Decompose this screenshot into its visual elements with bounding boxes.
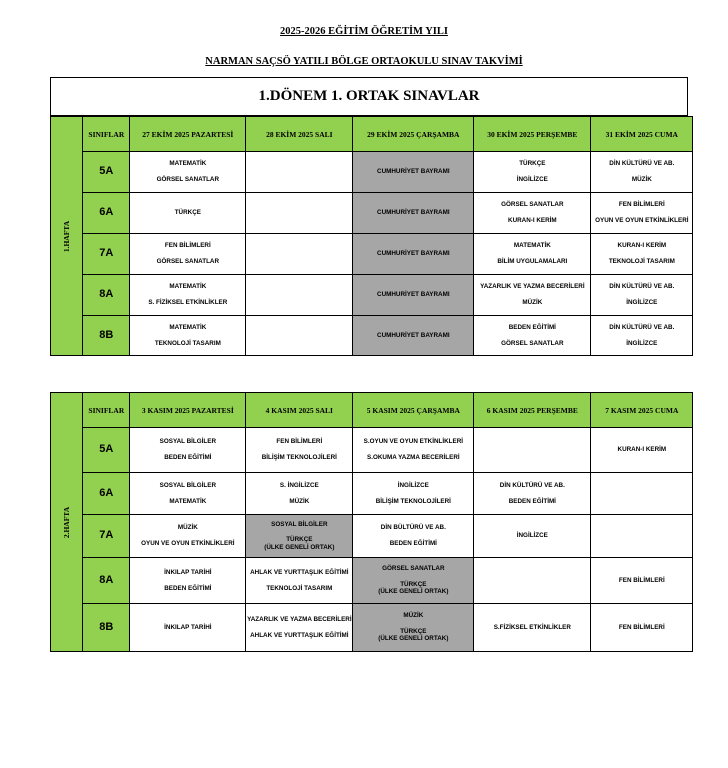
- exam-subject: GÖRSEL SANATLAR: [156, 176, 220, 183]
- table-row: [51, 234, 693, 275]
- exam-subject: MÜZİK: [289, 497, 310, 505]
- column-header-day: 6 KASIM 2025 PERŞEMBE: [474, 393, 591, 428]
- class-label: 8A: [83, 558, 130, 604]
- class-label: 8A: [83, 275, 130, 316]
- exam-cell: [474, 558, 591, 604]
- exam-subject: CUMHURİYET BAYRAMI: [377, 168, 450, 176]
- exam-subject: BEDEN EĞİTİMİ: [389, 540, 437, 547]
- exam-subject: TÜRKÇE: [400, 580, 427, 588]
- exam-cell: [591, 428, 693, 473]
- line-gap: [474, 490, 590, 498]
- exam-subject: GÖRSEL SANATLAR: [156, 258, 220, 265]
- exam-subject: İNGİLİZCE: [397, 481, 429, 489]
- exam-subject: MÜZİK: [631, 176, 652, 183]
- exam-subject: CUMHURİYET BAYRAMI: [377, 291, 450, 299]
- exam-subject: BİLİŞİM TEKNOLOJİLERİ: [261, 454, 337, 461]
- exam-cell: [130, 604, 246, 652]
- exam-period-banner: 1.DÖNEM 1. ORTAK SINAVLAR: [50, 77, 688, 116]
- exam-subject: FEN BİLİMLERİ: [618, 623, 665, 631]
- exam-cell: [130, 193, 246, 234]
- exam-subject: TÜRKÇE: [519, 160, 546, 168]
- exam-subject: BİLİŞİM TEKNOLOJİLERİ: [375, 497, 451, 505]
- class-label: 8B: [83, 316, 130, 356]
- exam-subject: SOSYAL BİLGİLER: [271, 520, 328, 528]
- exam-subject: MATEMATİK: [169, 283, 207, 291]
- line-gap: [474, 332, 590, 340]
- exam-subject: GÖRSEL SANATLAR: [501, 201, 564, 209]
- exam-subject: AHLAK VE YURTTAŞLIK EĞİTİMİ: [250, 631, 349, 639]
- week-label: [51, 393, 83, 652]
- exam-cell: [591, 558, 693, 604]
- exam-subject: OYUN VE OYUN ETKİNLİKLERİ: [141, 540, 235, 547]
- exam-subject: S.FİZİKSEL ETKİNLİKLER: [493, 623, 571, 631]
- header-row: [51, 393, 693, 428]
- line-gap: [246, 577, 352, 585]
- exam-cell: [130, 234, 246, 275]
- exam-subject: OYUN VE OYUN ETKİNLİKLERİ: [595, 217, 689, 224]
- exam-subject: MATEMATİK: [169, 160, 207, 168]
- exam-subject: MATEMATİK: [169, 497, 207, 505]
- exam-subject: BEDEN EĞİTİMİ: [508, 323, 556, 331]
- exam-subject: (ÜLKE GENELİ ORTAK): [378, 635, 449, 643]
- exam-cell: [246, 473, 353, 515]
- exam-subject: DİN KÜLTÜRÜ VE AB.: [499, 481, 565, 489]
- line-gap: [353, 446, 473, 454]
- exam-cell: [591, 152, 693, 193]
- exam-subject: TÜRKÇE: [174, 209, 201, 217]
- exam-cell: [353, 515, 474, 558]
- table-row: [51, 515, 693, 558]
- exam-subject: DİN KÜLTÜRÜ VE AB.: [609, 323, 675, 331]
- week1-schedule-table: [50, 116, 693, 356]
- exam-subject: KURAN-I KERİM: [617, 446, 667, 454]
- column-header-day: 5 KASIM 2025 ÇARŞAMBA: [353, 393, 474, 428]
- line-gap: [591, 250, 692, 258]
- exam-cell: [474, 234, 591, 275]
- line-gap: [246, 490, 352, 498]
- class-label: 5A: [83, 428, 130, 473]
- table-row: [51, 275, 693, 316]
- table-row: [51, 193, 693, 234]
- exam-cell: [474, 515, 591, 558]
- exam-cell: [474, 316, 591, 356]
- school-schedule-title: NARMAN SAÇSÖ YATILI BÖLGE ORTAOKULU SINAV TAKVİMİ: [205, 56, 523, 67]
- line-gap: [130, 250, 245, 258]
- class-label: 7A: [83, 234, 130, 275]
- exam-cell: [353, 316, 474, 356]
- line-gap: [246, 624, 352, 632]
- line-gap: [130, 332, 245, 340]
- exam-subject: (ÜLKE GENELİ ORTAK): [264, 543, 335, 551]
- exam-cell: [591, 316, 693, 356]
- line-gap: [353, 573, 473, 581]
- line-gap: [130, 168, 245, 176]
- exam-cell: [353, 193, 474, 234]
- column-header-day: 28 EKİM 2025 SALI: [246, 117, 353, 152]
- exam-cell: [591, 473, 693, 515]
- exam-subject: (ÜLKE GENELİ ORTAK): [378, 588, 449, 596]
- exam-subject: MÜZİK: [177, 524, 198, 532]
- exam-subject: CUMHURİYET BAYRAMI: [377, 209, 450, 217]
- exam-cell: [474, 473, 591, 515]
- exam-subject: CUMHURİYET BAYRAMI: [377, 331, 450, 339]
- line-gap: [474, 250, 590, 258]
- line-gap: [474, 209, 590, 217]
- exam-subject: DİN BÜLTÜRÜ VE AB.: [380, 524, 446, 532]
- exam-cell: [591, 275, 693, 316]
- exam-cell: [246, 234, 353, 275]
- column-header-day: 4 KASIM 2025 SALI: [246, 393, 353, 428]
- table-row: [51, 473, 693, 515]
- class-label: 6A: [83, 473, 130, 515]
- column-header-day: 30 EKİM 2025 PERŞEMBE: [474, 117, 591, 152]
- column-header-day: 29 EKİM 2025 ÇARŞAMBA: [353, 117, 474, 152]
- exam-subject: TEKNOLOJİ TASARIM: [154, 339, 221, 347]
- exam-cell: [474, 152, 591, 193]
- exam-subject: TEKNOLOJİ TASARIM: [266, 584, 333, 592]
- exam-subject: MATEMATİK: [169, 323, 207, 331]
- exam-cell: [474, 428, 591, 473]
- exam-cell: [353, 473, 474, 515]
- table-row: [51, 152, 693, 193]
- exam-subject: İNGİLİZCE: [626, 299, 658, 306]
- exam-subject: TÜRKÇE: [400, 627, 427, 635]
- class-label: 5A: [83, 152, 130, 193]
- class-label: 8B: [83, 604, 130, 652]
- exam-cell: [246, 428, 353, 473]
- exam-subject: MÜZİK: [403, 612, 424, 620]
- exam-cell: [246, 152, 353, 193]
- line-gap: [353, 532, 473, 540]
- exam-cell: [591, 515, 693, 558]
- exam-subject: YAZARLIK VE YAZMA BECERİLERİ: [247, 615, 352, 623]
- exam-subject: SOSYAL BİLGİLER: [159, 481, 216, 489]
- exam-subject: YAZARLIK VE YAZMA BECERİLERİ: [480, 283, 585, 291]
- week-label-text: 1.HAFTA: [62, 220, 72, 252]
- exam-subject: BEDEN EĞİTİMİ: [164, 454, 212, 461]
- exam-cell: [591, 604, 693, 652]
- exam-subject: BİLİM UYGULAMALARI: [497, 258, 568, 265]
- exam-subject: MATEMATİK: [513, 242, 551, 250]
- exam-subject: SOSYAL BİLGİLER: [159, 438, 216, 446]
- table-row: [51, 428, 693, 473]
- column-header-classes: SINIFLAR: [83, 393, 130, 428]
- exam-cell: [353, 558, 474, 604]
- exam-subject: GÖRSEL SANATLAR: [501, 339, 564, 347]
- line-gap: [353, 620, 473, 628]
- line-gap: [474, 291, 590, 299]
- exam-subject: CUMHURİYET BAYRAMI: [377, 250, 450, 258]
- exam-subject: S.OKUMA YAZMA BECERİLERİ: [367, 454, 460, 461]
- week-label-text: 2.HAFTA: [62, 506, 72, 538]
- exam-cell: [130, 473, 246, 515]
- column-header-day: 3 KASIM 2025 PAZARTESİ: [130, 393, 246, 428]
- exam-subject: TÜRKÇE: [286, 536, 313, 544]
- exam-cell: [591, 234, 693, 275]
- exam-subject: S. FİZİKSEL ETKİNLİKLER: [148, 299, 228, 306]
- header-row: [51, 117, 693, 152]
- exam-subject: FEN BİLİMLERİ: [276, 438, 323, 446]
- exam-subject: AHLAK VE YURTTAŞLIK EĞİTİMİ: [250, 568, 349, 576]
- line-gap: [130, 446, 245, 454]
- exam-subject: DİN KÜLTÜRÜ VE AB.: [609, 160, 675, 168]
- exam-cell: [130, 316, 246, 356]
- exam-cell: [353, 428, 474, 473]
- exam-subject: GÖRSEL SANATLAR: [382, 565, 445, 573]
- table-row: [51, 316, 693, 356]
- column-header-classes: SINIFLAR: [83, 117, 130, 152]
- week2-schedule-table: [50, 392, 693, 652]
- exam-cell: [246, 515, 353, 558]
- line-gap: [130, 577, 245, 585]
- exam-subject: FEN BİLİMLERİ: [164, 242, 211, 250]
- exam-cell: [474, 193, 591, 234]
- class-label: 7A: [83, 515, 130, 558]
- exam-subject: İNGİLİZCE: [516, 532, 548, 540]
- exam-subject: İNKILAP TARİHİ: [164, 568, 212, 576]
- line-gap: [246, 446, 352, 454]
- exam-cell: [130, 515, 246, 558]
- exam-cell: [353, 275, 474, 316]
- line-gap: [130, 532, 245, 540]
- week-label: [51, 117, 83, 356]
- exam-cell: [474, 604, 591, 652]
- exam-subject: İNGİLİZCE: [626, 339, 658, 347]
- exam-subject: BEDEN EĞİTİMİ: [164, 584, 212, 592]
- exam-subject: DİN KÜLTÜRÜ VE AB.: [609, 283, 675, 291]
- exam-cell: [246, 604, 353, 652]
- exam-subject: BEDEN EĞİTİMİ: [508, 497, 556, 505]
- line-gap: [591, 168, 692, 176]
- line-gap: [474, 168, 590, 176]
- school-year-title: 2025-2026 EĞİTİM ÖĞRETİM YILI: [280, 26, 448, 37]
- exam-cell: [130, 152, 246, 193]
- exam-subject: S. İNGİLİZCE: [279, 481, 319, 489]
- exam-cell: [591, 193, 693, 234]
- exam-cell: [246, 193, 353, 234]
- exam-cell: [474, 275, 591, 316]
- line-gap: [591, 332, 692, 340]
- exam-cell: [246, 275, 353, 316]
- line-gap: [591, 291, 692, 299]
- column-header-day: 27 EKİM 2025 PAZARTESİ: [130, 117, 246, 152]
- exam-subject: İNKILAP TARİHİ: [164, 623, 212, 631]
- column-header-day: 31 EKİM 2025 CUMA: [591, 117, 693, 152]
- exam-cell: [353, 234, 474, 275]
- line-gap: [591, 209, 692, 217]
- line-gap: [353, 490, 473, 498]
- exam-cell: [246, 316, 353, 356]
- table-row: [51, 558, 693, 604]
- exam-cell: [353, 604, 474, 652]
- exam-cell: [130, 275, 246, 316]
- exam-cell: [246, 558, 353, 604]
- exam-subject: FEN BİLİMLERİ: [618, 201, 665, 209]
- line-gap: [130, 490, 245, 498]
- exam-cell: [130, 428, 246, 473]
- exam-subject: S.OYUN VE OYUN ETKİNLİKLERİ: [363, 438, 464, 446]
- line-gap: [130, 291, 245, 299]
- table-row: [51, 604, 693, 652]
- exam-cell: [353, 152, 474, 193]
- exam-subject: KURAN-I KERİM: [617, 242, 667, 250]
- exam-subject: İNGİLİZCE: [516, 176, 548, 183]
- exam-subject: KURAN-I KERİM: [508, 217, 557, 224]
- column-header-day: 7 KASIM 2025 CUMA: [591, 393, 693, 428]
- class-label: 6A: [83, 193, 130, 234]
- exam-subject: TEKNOLOJİ TASARIM: [608, 258, 675, 265]
- exam-cell: [130, 558, 246, 604]
- exam-subject: MÜZİK: [522, 299, 543, 306]
- exam-subject: FEN BİLİMLERİ: [618, 576, 665, 584]
